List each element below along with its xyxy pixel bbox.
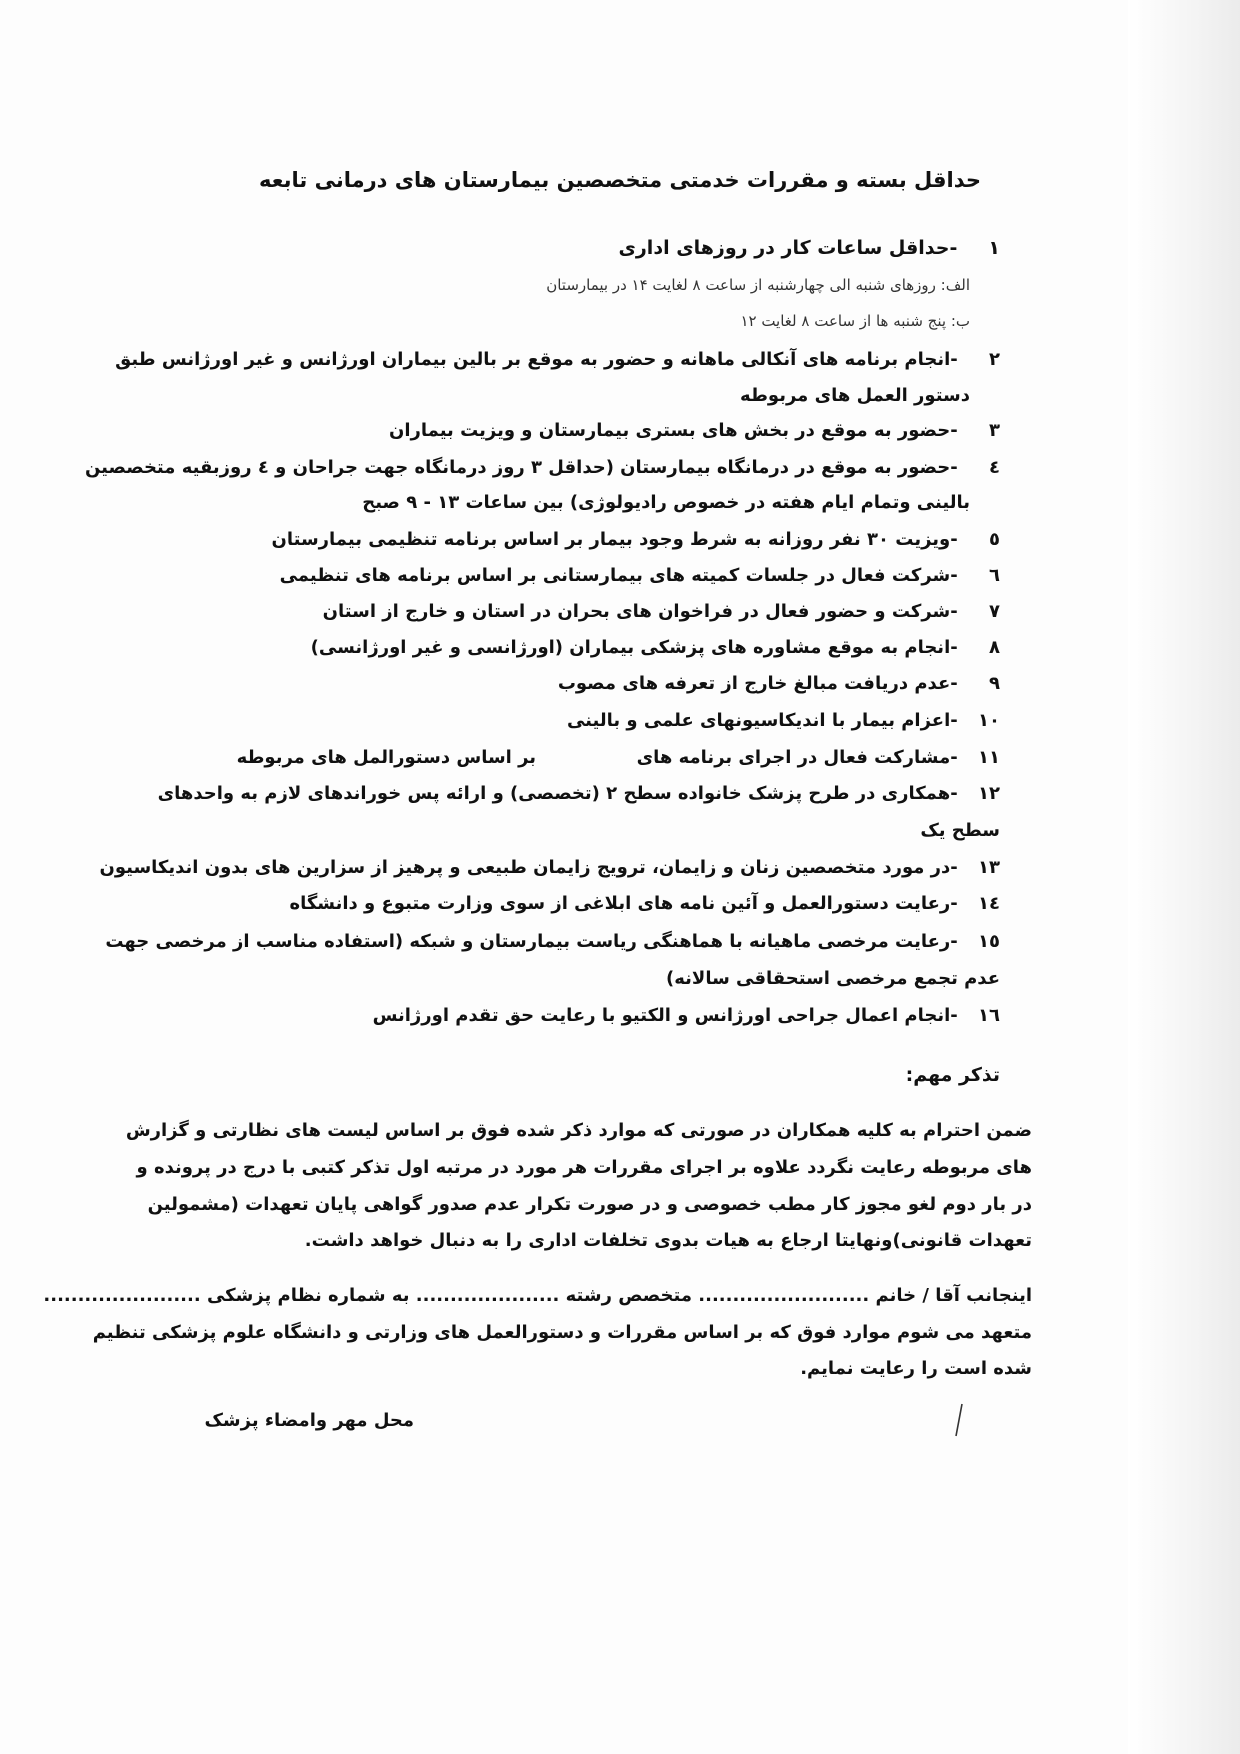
- item-number: ١٦: [978, 1005, 1000, 1026]
- item-text: -رعایت دستورالعمل و آئین نامه های ابلاغی از سوی وزارت متبوع و دانشگاه: [289, 893, 958, 914]
- document-title: حداقل بسته و مقررات خدمتی متخصصین بیمارستان های درمانی تابعه: [259, 168, 981, 192]
- item-4: [85, 455, 1000, 481]
- pledge-line-2: متعهد می شوم موارد فوق که بر اساس مقررات و دستورالعمل های وزارتی و دانشگاه علوم پزشکی تنظیم: [92, 1322, 1032, 1343]
- item-15-continuation: عدم تجمع مرخصی استحقاقی سالانه): [666, 968, 1000, 989]
- item-12-continuation: سطح یک: [920, 820, 1000, 841]
- item-9: [558, 671, 1000, 697]
- item-number: ۱۲: [978, 783, 1000, 804]
- item-4-continuation: بالینی وتمام ایام هفته در خصوص رادیولوژی) بین ساعات ۱۳ - ۹ صبح: [362, 492, 970, 513]
- item-number: ۱۱: [978, 747, 1000, 768]
- item-number: ۱۰: [978, 710, 1000, 731]
- page-shadow-edge: [1128, 0, 1240, 1754]
- item-1-sub-a: الف: روزهای شنبه الی چهارشنبه از ساعت ۸ لغایت ۱۴ در بیمارستان: [546, 276, 970, 294]
- item-text: -انجام اعمال جراحی اورژانس و الکتیو با رعایت حق تقدم اورژانس: [372, 1005, 958, 1026]
- note-line-2: های مربوطه رعایت نگردد علاوه بر اجرای مقررات هر مورد در مرتبه اول تذکر کتبی با درج در پرونده و: [136, 1157, 1032, 1178]
- item-text: -اعزام بیمار با اندیکاسیونهای علمی و بالینی: [566, 710, 958, 731]
- item-text: -همکاری در طرح پزشک خانواده سطح ۲ (تخصصی) و ارائه پس خوراندهای لازم به واحدهای: [157, 783, 958, 804]
- item-number: ١٤: [978, 893, 1000, 914]
- signature-stroke: [950, 1402, 966, 1438]
- item-8: [311, 635, 1000, 661]
- note-line-3: در بار دوم لغو مجوز کار مطب خصوصی و در صورت تکرار عدم صدور گواهی پایان تعهدات (مشمولین: [147, 1194, 1032, 1215]
- item-15: [105, 929, 1000, 955]
- item-16: [373, 1003, 1000, 1029]
- item-6: [280, 563, 1000, 589]
- item-text: -عدم دریافت مبالغ خارج از تعرفه های مصوب: [557, 673, 958, 694]
- item-5: [271, 527, 1000, 553]
- item-text: -رعایت مرخصی ماهیانه با هماهنگی ریاست بیمارستان و شبکه (استفاده مناسب از مرخصی جهت: [105, 931, 958, 952]
- item-11: [237, 745, 1000, 771]
- item-number: ۲: [989, 349, 1000, 370]
- item-number: ۸: [989, 637, 1000, 658]
- item-number: ۱: [988, 237, 1000, 259]
- item-10: [567, 708, 1000, 734]
- item-number: ۳: [989, 420, 1000, 441]
- item-number: ٦: [989, 565, 1000, 586]
- item-text: -حداقل ساعات کار در روزهای اداری: [618, 237, 958, 259]
- item-14: [289, 891, 1000, 917]
- item-1: [618, 235, 1000, 261]
- item-text: -انجام به موقع مشاوره های پزشکی بیماران (اورژانسی و غیر اورژانسی): [310, 637, 958, 658]
- item-number: ١٥: [978, 931, 1000, 952]
- note-heading: تذکر مهم:: [905, 1064, 1000, 1086]
- item-number: ٥: [989, 529, 1000, 550]
- item-text: -ویزیت ۳۰ نفر روزانه به شرط وجود بیمار بر اساس برنامه تنظیمی بیمارستان: [271, 529, 958, 550]
- pledge-line-1: اینجانب آقا / خانم ......................... متخصص رشته ..................... به شماره نظام پزشکی .......................: [43, 1285, 1032, 1306]
- note-line-4: تعهدات قانونی)ونهایتا ارجاع به هیات بدوی تخلفات اداری را به دنبال خواهد داشت.: [304, 1230, 1032, 1251]
- item-number: ۹: [989, 673, 1000, 694]
- item-12: [158, 781, 1000, 807]
- item-1-sub-b: ب: پنج شنبه ها از ساعت ۸ لغایت ۱۲: [740, 312, 970, 330]
- signature-label: محل مهر وامضاء پزشک: [204, 1410, 414, 1431]
- pledge-line-3: شده است را رعایت نمایم.: [800, 1358, 1032, 1379]
- item-text-after-gap: بر اساس دستورالمل های مربوطه: [236, 747, 537, 768]
- item-text: -حضور به موقع در درمانگاه بیمارستان (حداقل ۳ روز درمانگاه جهت جراحان و ٤ روزبقیه متخصصین: [84, 457, 958, 478]
- item-2-continuation: دستور العمل های مربوطه: [740, 385, 970, 406]
- item-text: -مشارکت فعال در اجرای برنامه های: [636, 747, 958, 768]
- item-13: [99, 855, 1000, 881]
- item-2: [115, 347, 1000, 373]
- item-number: ۷: [989, 601, 1000, 622]
- item-text: -در مورد متخصصین زنان و زایمان، ترویج زایمان طبیعی و پرهیز از سزارین های بدون اندیکاسیون: [99, 857, 958, 878]
- item-number: ٤: [989, 457, 1000, 478]
- item-7: [323, 599, 1000, 625]
- item-text: -انجام برنامه های آنکالی ماهانه و حضور به موقع بر بالین بیماران اورژانس و غیر اورژانس طبق: [115, 349, 958, 370]
- item-text: -شرکت و حضور فعال در فراخوان های بحران در استان و خارج از استان: [322, 601, 958, 622]
- item-text: -شرکت فعال در جلسات کمیته های بیمارستانی بر اساس برنامه های تنظیمی: [279, 565, 958, 586]
- item-text: -حضور به موقع در بخش های بستری بیمارستان و ویزیت بیماران: [388, 420, 958, 441]
- item-number: ۱۳: [978, 857, 1000, 878]
- item-3: [389, 418, 1000, 444]
- note-line-1: ضمن احترام به کلیه همکاران در صورتی که موارد ذکر شده فوق بر اساس لیست های نظارتی و گزارش: [125, 1120, 1032, 1141]
